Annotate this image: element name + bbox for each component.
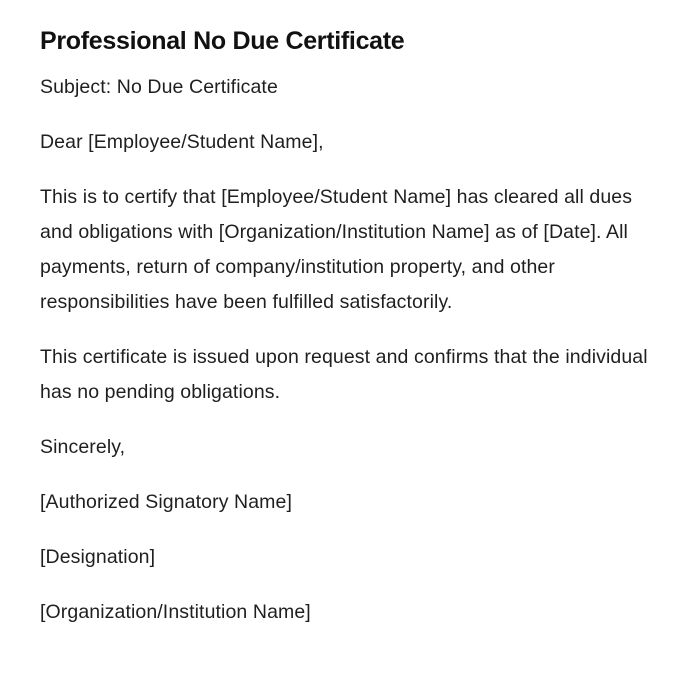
salutation: Dear [Employee/Student Name],	[40, 131, 324, 153]
page-title: Professional No Due Certificate	[40, 27, 405, 55]
designation: [Designation]	[40, 546, 156, 568]
body-paragraph-confirmation: This certificate is issued upon request and confirms that the individual has no pending obligations.	[40, 346, 648, 403]
body-paragraph-clearance: This is to certify that [Employee/Student Name] has cleared all dues and obligations with [Organization/Institution Name] as of [Date]. All payments, return of company/institution property, and other responsibilities have been fulfilled satisfactorily.	[40, 186, 633, 313]
signatory-name: [Authorized Signatory Name]	[40, 491, 292, 513]
organization-name: [Organization/Institution Name]	[40, 601, 311, 623]
closing: Sincerely,	[40, 436, 126, 458]
subject-line: Subject: No Due Certificate	[40, 76, 278, 98]
